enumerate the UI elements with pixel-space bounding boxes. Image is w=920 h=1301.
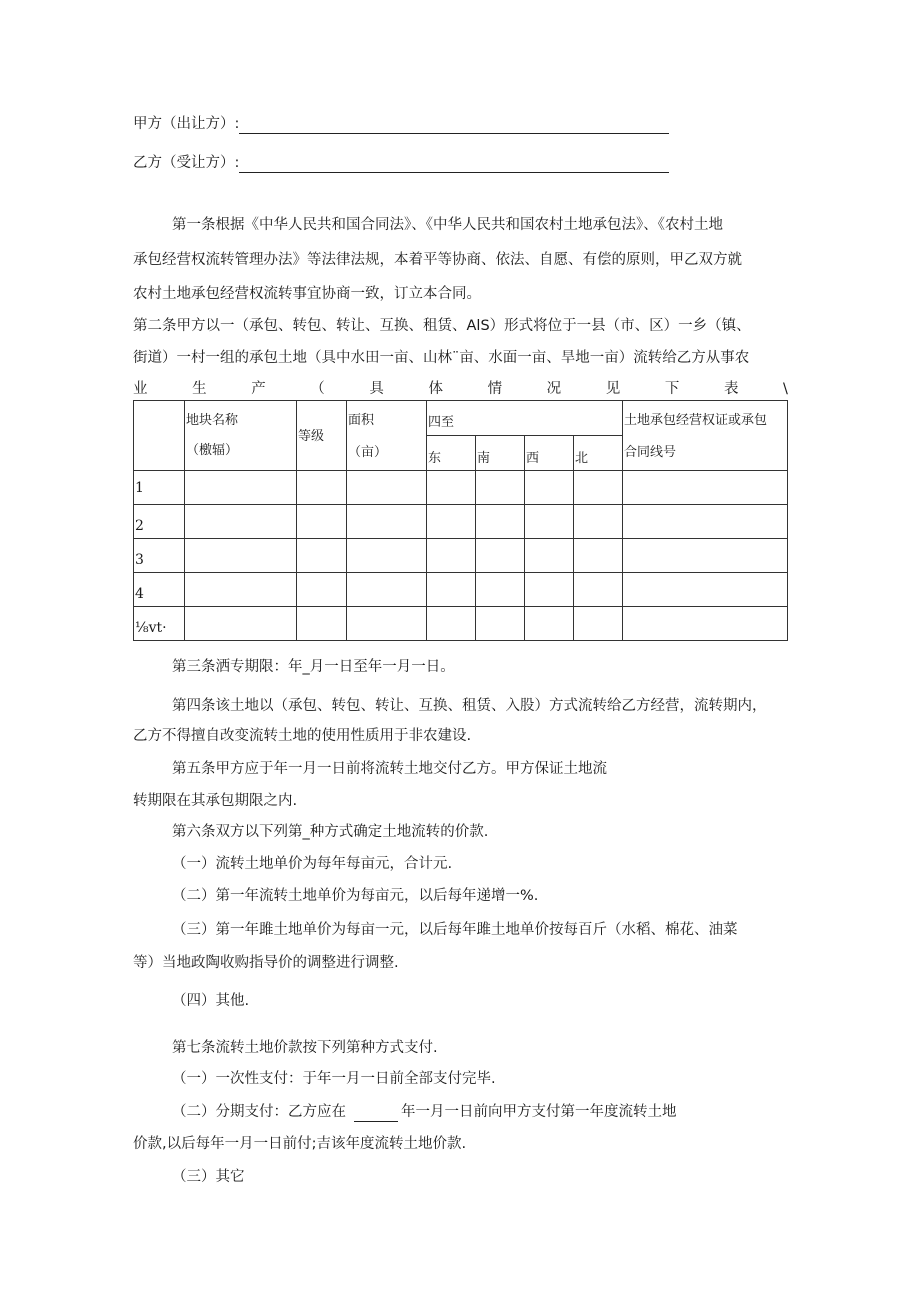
row-number: 4 [134, 573, 185, 607]
table-cell [297, 471, 347, 505]
party-b-line [133, 153, 669, 173]
article7-item2-blank [354, 1106, 398, 1122]
table-cell [574, 505, 623, 539]
party-b-label: 乙方（受让方）: [133, 155, 240, 171]
article1-line3: 农村土地承包经营权流转事宜协商一致，订立本合同。 [133, 286, 481, 302]
table-cell [185, 539, 297, 573]
article6-item1: （一）流转土地单价为每年每亩元，合计元. [172, 856, 453, 872]
table-cell [185, 471, 297, 505]
area-line2: （亩） [348, 445, 388, 460]
spread-char: 体 [428, 381, 443, 397]
spread-char: （ [310, 381, 325, 397]
article6-item4: （四）其他. [172, 993, 250, 1009]
article4-line1: 第四条该土地以（承包、转包、转让、互换、租赁、入股）方式流转给乙方经营，流转期内， [172, 698, 767, 714]
table-cell [623, 471, 788, 505]
article1-line1: 第一条根据《中华人民共和国合同法》、《中华人民共和国农村土地承包法》、《农村土地 [172, 217, 723, 233]
header-east: 东 [427, 436, 476, 471]
table-cell [574, 573, 623, 607]
table-cell [427, 539, 476, 573]
article7-item3: （三）其它 [172, 1169, 245, 1185]
spread-char: 下 [664, 381, 680, 397]
spread-char: 表 [723, 381, 739, 397]
article4-line2: 乙方不得擅自改变流转土地的使用性质用于非农建设. [133, 728, 472, 744]
header-grade: 等级 [297, 401, 347, 471]
header-certificate [623, 401, 788, 471]
article6-item3-line2: 等）当地政陶收购指导价的调整进行调整. [133, 955, 399, 971]
article7-item2-line1 [172, 1102, 677, 1122]
spread-char: 具 [369, 381, 384, 397]
table-cell [476, 471, 525, 505]
table-cell [476, 505, 525, 539]
cert-line1: 土地承包经营权证或承包 [624, 413, 768, 428]
table-cell [476, 607, 525, 641]
spread-char: 情 [487, 381, 503, 397]
article7-item1: （一）一次性支付：于年一月一日前全部支付完毕. [172, 1071, 496, 1087]
table-cell [623, 573, 788, 607]
table-cell [347, 539, 427, 573]
table-cell [525, 539, 574, 573]
article6-intro: 第六条双方以下列第_种方式确定土地流转的价款. [172, 824, 489, 840]
header-plot-name [185, 401, 297, 471]
spread-char: \ [783, 381, 788, 397]
table-cell [525, 471, 574, 505]
header-south: 南 [476, 436, 525, 471]
table-cell [427, 573, 476, 607]
spread-char: 业 [133, 381, 148, 397]
table-cell [347, 607, 427, 641]
table-cell [185, 573, 297, 607]
row-number: 1 [134, 471, 185, 505]
table-cell [347, 573, 427, 607]
plot-name-line1: 地块名称 [186, 413, 239, 428]
table-cell [297, 505, 347, 539]
party-a-blank [239, 117, 669, 134]
header-number-cell [134, 401, 185, 471]
cert-line2: 合同线号 [624, 445, 677, 460]
table-cell [185, 607, 297, 641]
spread-char: 产 [251, 381, 266, 397]
row-number: ⅛vt· [134, 607, 185, 641]
plot-name-line2: （檄辐） [186, 443, 239, 458]
table-cell [623, 607, 788, 641]
spread-char: 况 [546, 381, 562, 397]
article7-item2-line2: 价款,以后每年一月一日前付;吉该年度流转土地价款. [133, 1136, 467, 1152]
table-cell [347, 505, 427, 539]
area-line1: 面积 [348, 413, 375, 428]
row-number: 3 [134, 539, 185, 573]
article3: 第三条洒专期限：年_月一日至年一月一日。 [172, 659, 455, 675]
party-a-line [133, 114, 669, 134]
table-cell [476, 539, 525, 573]
header-boundaries: 四至 [427, 401, 623, 436]
party-a-label: 甲方（出让方）: [133, 116, 240, 132]
row-number: 2 [134, 505, 185, 539]
table-cell [427, 471, 476, 505]
table-cell [297, 607, 347, 641]
table-cell [574, 607, 623, 641]
table-header-row [134, 401, 788, 436]
header-north: 北 [574, 436, 623, 471]
table-cell [476, 573, 525, 607]
table-cell [525, 505, 574, 539]
article6-item3-line1: （三）第一年雎土地单价为每亩一元，以后每年雎土地单价按每百斤（水稻、棉花、油菜 [172, 922, 738, 938]
article2-line3 [133, 379, 788, 399]
article2-line1: 第二条甲方以一（承包、转包、转让、互换、租赁、AlS）形式将位于一县（市、区）一乡（镇、 [133, 318, 751, 334]
article5-line1: 第五条甲方应于年一月一日前将流转土地交付乙方。甲方保证土地流 [172, 761, 607, 777]
header-west: 西 [525, 436, 574, 471]
table-cell [623, 539, 788, 573]
table-cell [427, 505, 476, 539]
table-cell [574, 471, 623, 505]
spread-char: 见 [605, 381, 621, 397]
article7-item2-prefix: （二）分期支付：乙方应在 [172, 1104, 346, 1120]
table-row [134, 505, 788, 539]
table-cell [427, 607, 476, 641]
article7-item2-suffix: 年一月一日前向甲方支付第一年度流转土地 [401, 1104, 677, 1120]
table-cell [347, 471, 427, 505]
article2-line2: 街道）一村一组的承包土地（具中水田一亩、山林¨亩、水面一亩、旱地一亩）流转给乙方从事农 [133, 350, 750, 366]
header-area [347, 401, 427, 471]
article5-line2: 转期限在其承包期限之内. [133, 793, 298, 809]
table-row [134, 573, 788, 607]
table-cell [525, 607, 574, 641]
table-cell [623, 505, 788, 539]
spread-char: 生 [192, 381, 207, 397]
article6-item2: （二）第一年流转土地单价为每亩元，以后每年递增一%. [172, 888, 539, 904]
table-cell [525, 573, 574, 607]
article7-intro: 第七条流转土地价款按下列第种方式支付. [172, 1040, 438, 1056]
article1-line2: 承包经营权流转管理办法》等法律法规，本着平等协商、依法、自愿、有偿的原则，甲乙双方就 [133, 252, 742, 268]
table-row [134, 471, 788, 505]
party-b-blank [239, 156, 669, 173]
table-cell [297, 539, 347, 573]
table-row [134, 539, 788, 573]
table-cell [574, 539, 623, 573]
table-cell [185, 505, 297, 539]
table-cell [297, 573, 347, 607]
table-row [134, 607, 788, 641]
land-plot-table [133, 400, 788, 641]
